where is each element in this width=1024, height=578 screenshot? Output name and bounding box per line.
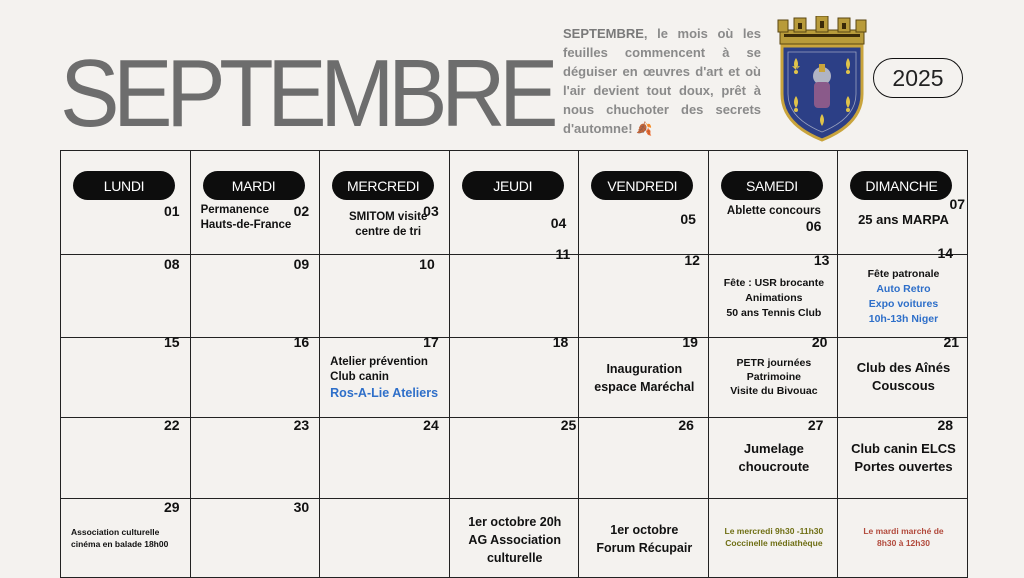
calendar-cell-22 [61, 418, 191, 499]
calendar-cell-08 [61, 255, 191, 338]
day-number: 29 [164, 499, 180, 515]
event-line: 1er octobre 20h [468, 515, 562, 529]
event-forum-recupair [583, 521, 705, 557]
event-line: 1er octobre [610, 523, 679, 537]
day-number: 18 [552, 334, 569, 350]
calendar-cell-oct1-forum [579, 499, 709, 578]
event-jumelage [715, 440, 833, 476]
event-line: Couscous [872, 378, 935, 393]
event-line: Portes ouvertes [854, 459, 953, 474]
day-number: 05 [680, 211, 696, 227]
calendar-cell-18 [450, 334, 580, 418]
calendar-cell-14 [838, 245, 968, 338]
event-line: Forum Récupair [596, 541, 693, 555]
calendar-cell-30 [191, 499, 321, 578]
day-number: 07 [949, 196, 966, 212]
day-number: 30 [293, 499, 310, 515]
event-line: Expo voitures [868, 298, 939, 310]
calendar-cell-oct1-ag [450, 499, 580, 578]
day-number: 27 [807, 417, 824, 433]
event-marpa [850, 211, 956, 229]
day-number: 02 [293, 203, 310, 219]
calendar-cell-note-wed [709, 499, 839, 578]
event-line: choucroute [738, 459, 810, 474]
calendar-cell-empty [320, 499, 450, 578]
weekday-header-mardi: MARDI [203, 171, 305, 200]
event-permanence [201, 203, 292, 233]
event-line: Fête : USR brocante [723, 277, 825, 289]
calendar-cell-01 [61, 151, 191, 255]
calendar-cell-09 [191, 255, 321, 338]
weekday-header-jeudi: JEUDI [462, 171, 564, 200]
event-petr [713, 356, 835, 398]
event-line: PETR journées [736, 357, 812, 369]
calendar-week-4 [61, 418, 968, 499]
event-line: Le mardi marché de [863, 526, 944, 536]
calendar-cell-20 [709, 334, 839, 418]
calendar-cell-16 [191, 334, 321, 418]
day-number: 13 [813, 252, 830, 268]
event-smitom [338, 210, 438, 240]
event-line: Le mercredi 9h30 -11h30 [724, 526, 824, 536]
event-line: Permanence [200, 204, 269, 216]
calendar-cell-04 [450, 151, 580, 255]
weekday-header-dimanche: DIMANCHE [850, 171, 952, 200]
event-line: Fête patronale [867, 268, 940, 280]
event-inauguration [585, 360, 703, 396]
calendar-cell-07 [838, 151, 968, 255]
event-atelier-prevention [330, 355, 438, 402]
event-line: Auto Retro [876, 283, 931, 295]
calendar-week-1 [61, 151, 968, 255]
event-line: Atelier prévention [330, 356, 428, 368]
year-badge: 2025 [873, 58, 963, 98]
day-number: 24 [423, 417, 439, 433]
month-title: SEPTEMBRE [60, 40, 553, 147]
event-line: espace Maréchal [594, 380, 695, 394]
calendar-cell-24 [320, 418, 450, 499]
event-line: Patrimoine [746, 371, 802, 383]
event-line: Coccinelle médiathèque [725, 538, 823, 548]
intro-lead: SEPTEMBRE [563, 26, 644, 41]
day-number: 20 [811, 334, 828, 350]
calendar-week-3 [61, 334, 968, 418]
weekday-header-samedi: SAMEDI [721, 171, 823, 200]
weekday-header-vendredi: VENDREDI [591, 171, 693, 200]
calendar-cell-23 [191, 418, 321, 499]
intro-text [563, 24, 761, 138]
day-number: 12 [684, 252, 700, 268]
event-line: Ablette concours [726, 205, 821, 217]
calendar-cell-11 [450, 246, 580, 338]
day-number: 17 [423, 334, 439, 350]
event-line: AG Association [468, 533, 562, 547]
event-line: SMITOM visite [348, 211, 428, 223]
day-number: 21 [943, 334, 960, 350]
calendar-cell-29 [61, 499, 191, 578]
calendar-cell-03 [320, 151, 450, 255]
event-club-canin-elcs [842, 440, 964, 476]
calendar-cell-02 [191, 151, 321, 255]
event-line: centre de tri [355, 226, 422, 238]
event-line: cinéma en balade 18h00 [71, 539, 169, 549]
calendar-cell-19 [579, 334, 709, 418]
calendar-cell-21 [838, 334, 968, 418]
day-number: 14 [937, 245, 954, 261]
event-line: 8h30 à 12h30 [877, 538, 930, 548]
event-ablette [721, 204, 827, 219]
event-association-culturelle [71, 526, 168, 550]
day-number: 03 [423, 203, 439, 219]
calendar-cell-17 [320, 334, 450, 418]
event-line: 25 ans MARPA [858, 212, 949, 227]
event-line: 10h-13h Niger [868, 313, 939, 325]
day-number: 15 [164, 334, 180, 350]
calendar-cell-06 [709, 151, 839, 255]
calendar-cell-12 [579, 252, 709, 338]
calendar-week-2 [61, 245, 968, 338]
event-fete-usr [713, 276, 835, 321]
day-number: 01 [164, 203, 180, 219]
day-number: 04 [550, 215, 567, 231]
event-line: Club des Aînés [856, 360, 951, 375]
day-number: 16 [293, 334, 310, 350]
day-number: 09 [293, 256, 310, 272]
note-marche [842, 525, 964, 549]
event-line: Association culturelle [71, 527, 160, 537]
calendar-cell-15 [61, 334, 191, 418]
event-fete-patronale [842, 267, 964, 327]
event-line: Ros-A-Lie Ateliers [330, 386, 439, 400]
event-line: Animations [745, 292, 803, 304]
day-number: 22 [164, 417, 180, 433]
day-number: 08 [164, 256, 180, 272]
event-club-aines [844, 359, 962, 395]
event-line: Club canin [330, 371, 389, 383]
weekday-header-lundi: LUNDI [73, 171, 175, 200]
day-number: 26 [678, 417, 694, 433]
event-line: Jumelage [743, 441, 804, 456]
day-number: 28 [937, 417, 954, 433]
calendar-cell-28 [838, 418, 968, 499]
calendar-cell-05 [579, 151, 709, 255]
day-number: 10 [419, 256, 435, 272]
day-number: 23 [293, 417, 310, 433]
coat-of-arms-icon [774, 16, 870, 142]
calendar-week-5 [61, 499, 968, 578]
event-ag-association [454, 513, 576, 567]
calendar-cell-13 [709, 252, 839, 338]
calendar-cell-25 [450, 418, 580, 499]
event-line: 50 ans Tennis Club [726, 307, 822, 319]
weekday-header-mercredi: MERCREDI [332, 171, 434, 200]
event-line: culturelle [486, 551, 543, 565]
calendar-cell-27 [709, 418, 839, 499]
event-line: Visite du Bivouac [730, 385, 818, 397]
calendar-cell-10 [320, 255, 450, 338]
event-line: Club canin ELCS [851, 441, 956, 456]
day-number: 25 [560, 417, 577, 433]
intro-body: , le mois où les feuilles commencent à se déguiser en œuvres d'art et où l'air devient tout doux, prêt à nous chuchoter des secrets d'automne! 🍂 [563, 26, 761, 136]
calendar-cell-note-tue [838, 499, 968, 578]
day-number: 19 [682, 334, 698, 350]
day-number: 11 [555, 246, 571, 262]
calendar-grid [60, 150, 968, 578]
day-number: 06 [805, 218, 822, 234]
event-line: Hauts-de-France [200, 219, 292, 231]
calendar-cell-26 [579, 418, 709, 499]
note-coccinelle [713, 525, 835, 549]
event-line: Inauguration [606, 362, 683, 376]
